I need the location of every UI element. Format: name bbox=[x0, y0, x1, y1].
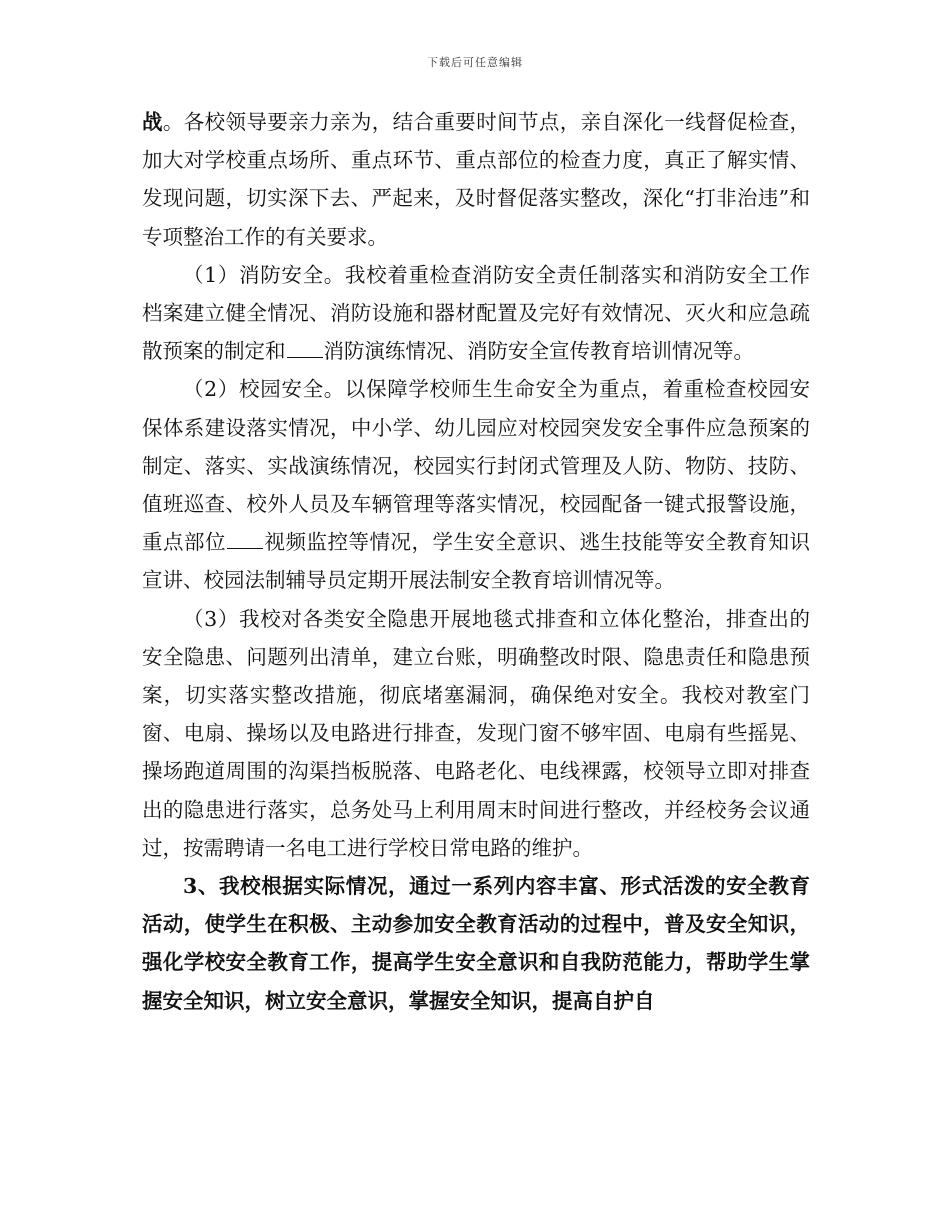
document-body bbox=[142, 103, 810, 1020]
paragraph-lead-char: 战 bbox=[142, 110, 163, 134]
paragraph-safety-education: 3、我校根据实际情况，通过一系列内容丰富、形式活泼的安全教育活动，使学生在积极、主动参加安全教育活动的过程中，普及安全知识，强化学校安全教育工作，提高学生安全意识和自我防范能力，帮助学生掌握安全知识，树立安全意识，掌握安全知识，提高自护自 bbox=[142, 874, 810, 1013]
paragraph-campus-safety bbox=[142, 370, 810, 599]
paragraph-hazard-inspection: （3）我校对各类安全隐患开展地毯式排查和立体化整治，排查出的安全隐患、问题列出清单，建立台账，明确整改时限、隐患责任和隐患预案，切实落实整改措施，彻底堵塞漏洞，确保绝对安全。我校对教室门窗、电扇、操场以及电路进行排查，发现门窗不够牢固、电扇有些摇晃、操场跑道周围的沟渠挡板脱落、电路老化、电线裸露，校领导立即对排查出的隐患进行落实，总务处马上利用周末时间进行整改，并经校务会议通过，按需聘请一名电工进行学校日常电路的维护。 bbox=[142, 606, 810, 860]
page-header: 下载后可任意编辑 bbox=[427, 56, 523, 69]
paragraph-text-after-blank: 视频监控等情况，学生安全意识、逃生技能等安全教育知识宣讲、校园法制辅导员定期开展法制安全教育培训情况等。 bbox=[142, 530, 810, 593]
paragraph-text: 。各校领导要亲力亲为，结合重要时间节点，亲自深化一线督促检查，加大对学校重点场所、重点环节、重点部位的检查力度，真正了解实情、发现问题，切实深下去、严起来，及时督促落实整改，深化“打非治违”和专项整治工作的有关要求。 bbox=[142, 110, 811, 249]
paragraph-fire-safety bbox=[142, 256, 810, 371]
paragraph-text-before-blank: （2）校园安全。以保障学校师生生命安全为重点，着重检查校园安保体系建设落实情况，中小学、幼儿园应对校园突发安全事件应急预案的制定、落实、实战演练情况，校园实行封闭式管理及人防、物防、技防、值班巡查、校外人员及车辆管理等落实情况，校园配备一键式报警设施，重点部位 bbox=[142, 377, 810, 555]
fill-in-blank bbox=[287, 356, 323, 358]
fill-in-blank bbox=[227, 547, 263, 549]
paragraph-text-before-blank: （1）消防安全。我校着重检查消防安全责任制落实和消防安全工作档案建立健全情况、消防设施和器材配置及完好有效情况、灭火和应急疏散预案的制定和 bbox=[142, 262, 810, 364]
paragraph-text-after-blank: 消防演练情况、消防安全宣传教育培训情况等。 bbox=[323, 339, 754, 364]
paragraph-continuation bbox=[142, 103, 810, 256]
